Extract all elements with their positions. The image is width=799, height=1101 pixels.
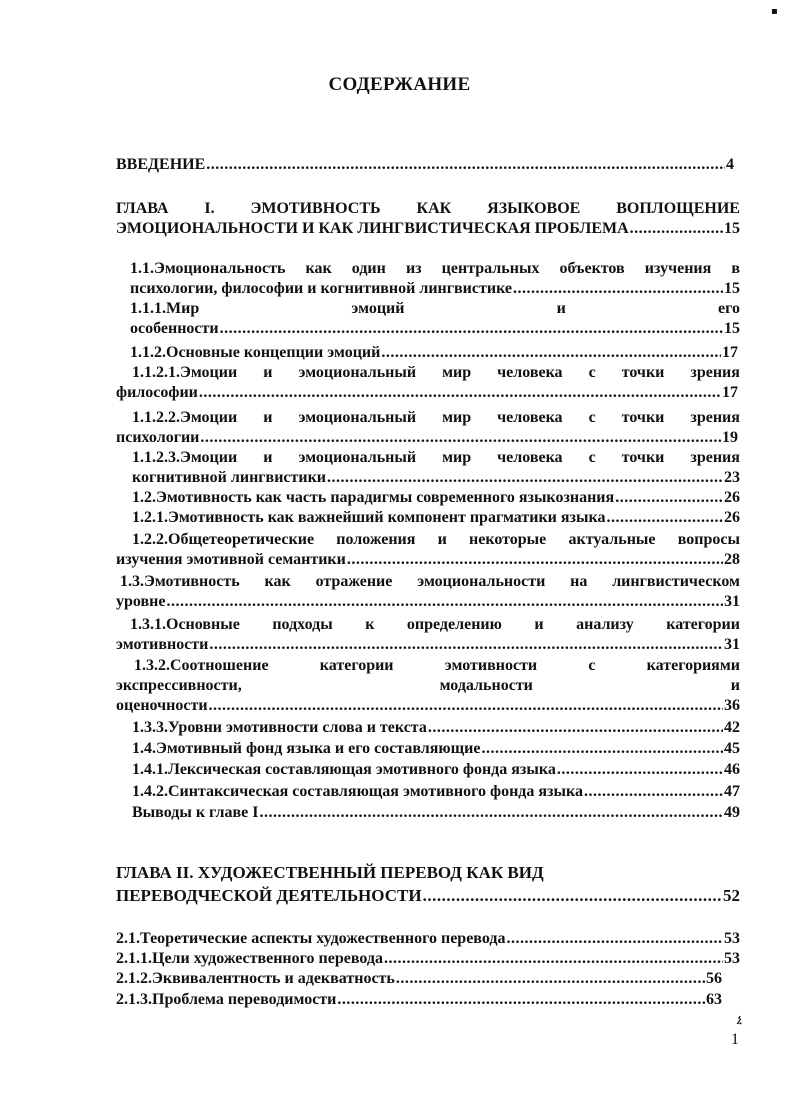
toc-leader-dots — [615, 488, 723, 508]
toc-word: объектов — [559, 260, 625, 277]
toc-entry-heading-line — [132, 530, 740, 550]
toc-entry-heading-line — [130, 299, 740, 319]
toc-leader-dots — [259, 803, 723, 823]
toc-word: отражение — [315, 573, 393, 590]
toc-entry-title: 1.1.2.Основные концепции эмоций — [130, 344, 381, 361]
toc-entry-page: 17 — [722, 344, 738, 361]
toc-leader-dots — [200, 428, 721, 448]
toc-entry-title: 1.4.Эмотивный фонд языка и его составляющие — [132, 740, 481, 757]
toc-entry[interactable] — [132, 803, 740, 823]
toc-word: точки — [621, 364, 665, 381]
toc-word: 1.1.1.Мир — [130, 300, 200, 317]
toc-entry-heading-line — [120, 572, 740, 592]
toc-entry-title: 1.4.1.Лексическая составляющая эмотивного фонда языка — [132, 761, 556, 778]
toc-entry-page: 15 — [724, 280, 740, 297]
toc-word: его — [718, 300, 740, 317]
toc-entry[interactable] — [116, 155, 734, 175]
toc-word: эмоциональный — [298, 364, 417, 381]
toc-entry-title: психологии — [116, 429, 200, 446]
toc-leader-dots — [428, 718, 723, 738]
toc-entry-page: 53 — [724, 950, 740, 967]
toc-entry-title: 1.2.Эмотивность как часть парадигмы современного языкознания — [132, 489, 615, 506]
toc-entry[interactable] — [116, 886, 740, 906]
toc-word: эмоциональности — [417, 573, 546, 590]
toc-entry[interactable] — [116, 550, 740, 570]
corner-mark: ▪ — [771, 6, 778, 17]
toc-entry-page: 15 — [724, 220, 740, 237]
toc-word: и — [556, 300, 566, 317]
toc-word: эмотивности — [444, 657, 538, 674]
toc-entry-heading-line — [132, 408, 740, 428]
toc-word: и — [263, 364, 273, 381]
toc-word: ЯЗЫКОВОЕ — [487, 200, 581, 217]
toc-word: как — [264, 573, 291, 590]
toc-word: ЭМОТИВНОСТЬ — [250, 200, 381, 217]
toc-entry-page: 23 — [724, 469, 740, 486]
toc-entry-title: особенности — [130, 320, 219, 337]
toc-entry[interactable] — [132, 508, 740, 528]
toc-word: категориями — [646, 657, 740, 674]
toc-entry-title: эмотивности — [116, 636, 209, 653]
toc-word: 1.1.Эмоциональность — [130, 260, 286, 277]
toc-entry-heading-line — [116, 199, 740, 219]
toc-leader-dots — [506, 929, 723, 949]
toc-entry-page: 26 — [724, 509, 740, 526]
toc-word: и — [263, 449, 273, 466]
toc-entry-page: 15 — [724, 320, 740, 337]
toc-entry-page: 47 — [724, 783, 740, 800]
toc-entry-page: 17 — [722, 384, 738, 401]
toc-entry[interactable] — [116, 696, 740, 716]
toc-word: в — [731, 260, 740, 277]
toc-word: человека — [497, 409, 563, 426]
toc-entry[interactable] — [132, 468, 740, 488]
toc-entry-heading-line — [130, 259, 740, 279]
toc-word: на — [570, 573, 588, 590]
toc-entry[interactable] — [116, 929, 740, 949]
toc-leader-dots — [209, 635, 723, 655]
toc-entry-title: Выводы к главе I — [132, 804, 259, 821]
toc-entry-page: 31 — [724, 593, 740, 610]
toc-word: зрения — [690, 449, 740, 466]
toc-leader-dots — [337, 990, 705, 1010]
toc-entry[interactable] — [130, 319, 740, 339]
toc-word: 1.1.2.2.Эмоции — [132, 409, 238, 426]
toc-word: точки — [621, 409, 665, 426]
toc-entry[interactable] — [116, 635, 740, 655]
toc-word: и — [437, 531, 447, 548]
toc-leader-dots — [396, 969, 705, 989]
toc-word: эмоций — [351, 300, 405, 317]
toc-leader-dots — [481, 739, 723, 759]
toc-entry-title: психологии, философии и когнитивной лингвистике — [130, 280, 512, 297]
toc-word: изучения — [644, 260, 712, 277]
toc-word: 1.1.2.3.Эмоции — [132, 449, 238, 466]
toc-word: и — [263, 409, 273, 426]
toc-word: 1.1.2.1.Эмоции — [132, 364, 238, 381]
toc-word: лингвистическом — [612, 573, 740, 590]
toc-leader-dots — [206, 155, 725, 175]
toc-entry[interactable] — [130, 279, 740, 299]
toc-entry-page: 52 — [723, 886, 740, 905]
toc-word: эмоциональный — [298, 449, 417, 466]
toc-word: центральных — [441, 260, 540, 277]
toc-entry-heading-line — [130, 615, 740, 635]
toc-entry-heading-line — [132, 448, 740, 468]
toc-word: к — [365, 616, 375, 633]
toc-word: и — [534, 616, 544, 633]
toc-entry-title: 1.2.1.Эмотивность как важнейший компонент прагматики языка — [132, 509, 606, 526]
page-number: 1 — [731, 1031, 739, 1048]
toc-entry-page: 46 — [724, 761, 740, 778]
toc-entry-title: философии — [116, 384, 198, 401]
toc-leader-dots — [606, 508, 723, 528]
toc-word: и — [730, 677, 740, 694]
toc-entry[interactable] — [116, 219, 740, 239]
toc-entry-heading-line — [132, 363, 740, 383]
toc-word: точки — [621, 449, 665, 466]
toc-leader-dots — [199, 383, 721, 403]
toc-word: некоторые — [469, 531, 547, 548]
toc-word: модальности — [439, 677, 533, 694]
toc-word: 1.2.2.Общетеоретические — [132, 531, 315, 548]
toc-entry[interactable] — [132, 739, 740, 759]
toc-entry-page: 31 — [724, 636, 740, 653]
toc-leader-dots — [584, 782, 723, 802]
toc-word: экспрессивности, — [116, 677, 242, 694]
toc-entry-page: 26 — [724, 489, 740, 506]
toc-word: эмоциональный — [298, 409, 417, 426]
toc-word: актуальные — [568, 531, 656, 548]
toc-entry-page: 56 — [706, 970, 722, 987]
toc-entry[interactable] — [132, 718, 740, 738]
toc-entry-page: 19 — [722, 429, 738, 446]
toc-leader-dots — [220, 319, 723, 339]
handwritten-mark: ኒ — [736, 1012, 742, 1028]
toc-leader-dots — [166, 592, 723, 612]
toc-word: с — [588, 449, 596, 466]
toc-entry-title: изучения эмотивной семантики — [116, 551, 346, 568]
toc-word: I. — [204, 200, 215, 217]
toc-word: мир — [442, 364, 472, 381]
toc-entry-page: 36 — [724, 697, 740, 714]
toc-chapter-title: ГЛАВА II. ХУДОЖЕСТВЕННЫЙ ПЕРЕВОД КАК ВИД — [116, 863, 544, 882]
toc-leader-dots — [630, 219, 723, 239]
toc-word: с — [588, 409, 596, 426]
toc-entry-heading-line — [116, 676, 740, 696]
toc-leader-dots — [381, 343, 721, 363]
toc-word: 1.3.2.Соотношение — [134, 657, 269, 674]
toc-word: вопросы — [677, 531, 740, 548]
toc-entry[interactable] — [130, 343, 738, 363]
toc-entry[interactable] — [132, 488, 740, 508]
toc-entry[interactable] — [116, 592, 740, 612]
toc-entry-title: 2.1.1.Цели художественного перевода — [116, 950, 383, 967]
toc-entry-page: 42 — [724, 719, 740, 736]
toc-word: мир — [442, 409, 472, 426]
toc-entry-title: уровне — [116, 593, 166, 610]
toc-entry[interactable] — [132, 782, 740, 802]
toc-entry-page: 4 — [726, 156, 734, 173]
toc-word: ГЛАВА — [116, 200, 169, 217]
toc-leader-dots — [327, 468, 723, 488]
toc-entry-title: когнитивной лингвистики — [132, 469, 327, 486]
toc-leader-dots — [423, 886, 722, 906]
toc-entry-title: ПЕРЕВОДЧЕСКОЙ ДЕЯТЕЛЬНОСТИ — [116, 886, 422, 905]
toc-entry-page: 28 — [724, 551, 740, 568]
toc-leader-dots — [557, 760, 723, 780]
page-title: СОДЕРЖАНИЕ — [328, 74, 471, 95]
toc-word: анализу — [576, 616, 634, 633]
toc-entry-title: 1.3.3.Уровни эмотивности слова и текста — [132, 719, 427, 736]
toc-leader-dots — [384, 949, 723, 969]
toc-word: 1.3.Эмотивность — [120, 573, 240, 590]
toc-word: подходы — [272, 616, 333, 633]
toc-entry-title: ЭМОЦИОНАЛЬНОСТИ И КАК ЛИНГВИСТИЧЕСКАЯ ПРОБЛЕМА — [116, 220, 629, 237]
toc-entry-page: 49 — [724, 804, 740, 821]
toc-word: зрения — [690, 409, 740, 426]
toc-word: с — [588, 657, 596, 674]
toc-word: 1.3.1.Основные — [130, 616, 240, 633]
toc-entry-title: ВВЕДЕНИЕ — [116, 156, 206, 173]
toc-entry[interactable] — [116, 949, 740, 969]
toc-entry[interactable] — [116, 428, 738, 448]
toc-word: как — [305, 260, 332, 277]
toc-entry[interactable] — [116, 990, 722, 1010]
toc-word: зрения — [690, 364, 740, 381]
toc-entry-title: 2.1.2.Эквивалентность и адекватность — [116, 970, 395, 987]
toc-entry-title: 1.4.2.Синтаксическая составляющая эмотивного фонда языка — [132, 783, 583, 800]
toc-entry-title: 2.1.3.Проблема переводимости — [116, 991, 337, 1008]
toc-word: положения — [336, 531, 416, 548]
toc-entry[interactable] — [116, 383, 738, 403]
toc-entry-page: 53 — [724, 930, 740, 947]
toc-word: с — [588, 364, 596, 381]
toc-word: КАК — [416, 200, 452, 217]
toc-word: ВОПЛОЩЕНИЕ — [616, 200, 740, 217]
toc-entry-page: 45 — [724, 740, 740, 757]
toc-leader-dots — [209, 696, 723, 716]
toc-entry[interactable] — [132, 760, 740, 780]
toc-entry[interactable] — [116, 969, 722, 989]
toc-leader-dots — [347, 550, 723, 570]
toc-word: определению — [406, 616, 502, 633]
toc-word: категории — [666, 616, 740, 633]
toc-entry-title: оценочности — [116, 697, 208, 714]
toc-entry-page: 63 — [706, 991, 722, 1008]
toc-entry-heading-line — [134, 656, 740, 676]
toc-word: категории — [319, 657, 394, 674]
toc-word: один — [351, 260, 386, 277]
toc-word: из — [405, 260, 422, 277]
toc-leader-dots — [513, 279, 723, 299]
toc-word: человека — [497, 364, 563, 381]
toc-entry-title: 2.1.Теоретические аспекты художественного перевода — [116, 930, 506, 947]
toc-word: мир — [442, 449, 472, 466]
toc-word: человека — [497, 449, 563, 466]
